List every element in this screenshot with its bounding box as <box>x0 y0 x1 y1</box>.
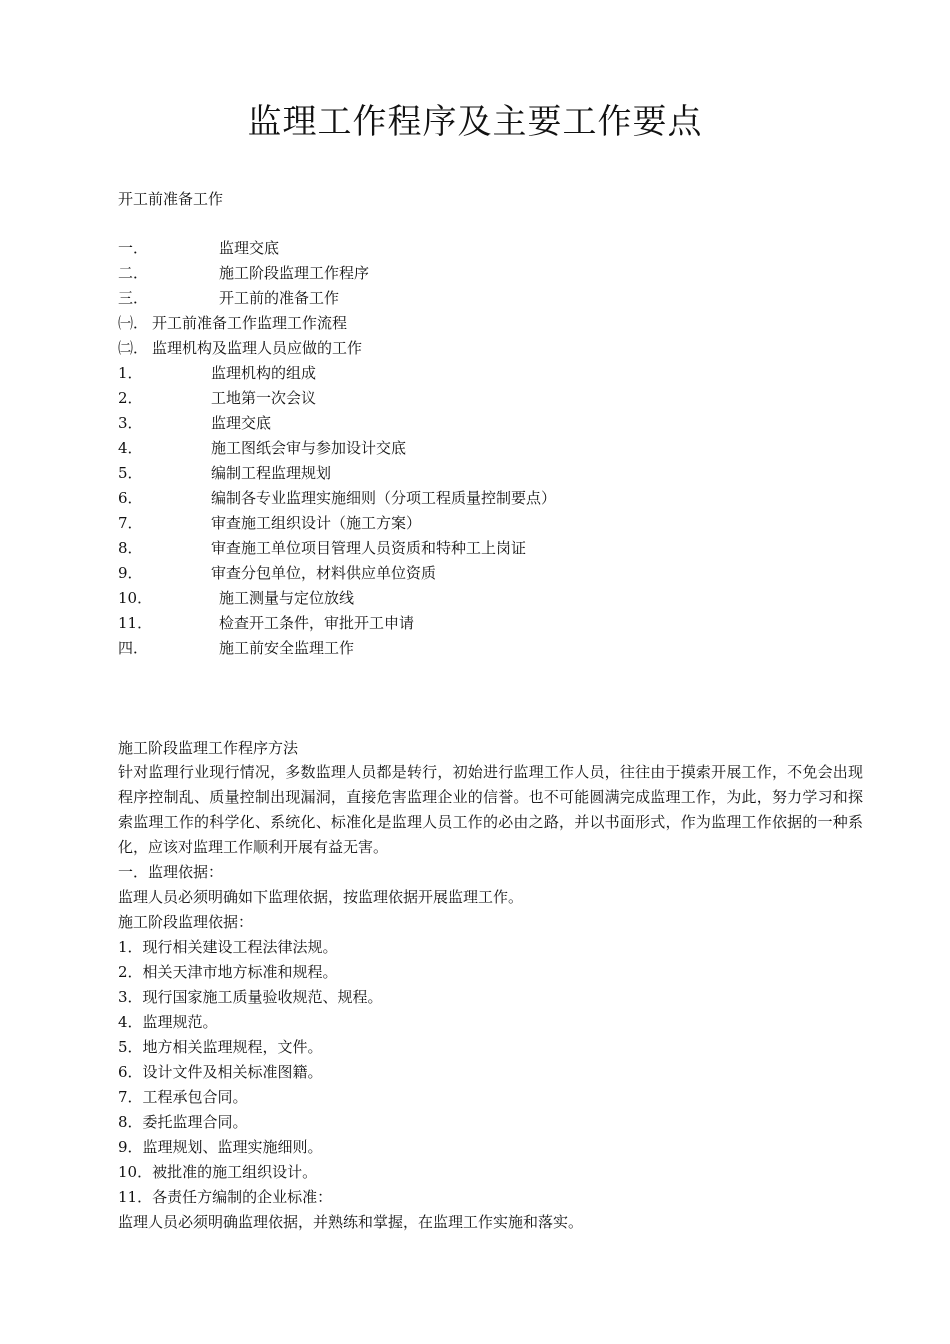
list-item <box>118 487 557 509</box>
list-item <box>118 387 317 409</box>
list-item <box>118 312 348 334</box>
basis-text: 监理人员必须明确如下监理依据，按监理依据开展监理工作。 <box>118 888 524 906</box>
list-item-number: 5． <box>118 464 143 482</box>
list-item-number: 四． <box>118 639 149 657</box>
list-item <box>118 437 407 459</box>
list-item-text: 监理交底 <box>219 239 280 257</box>
basis-list-item: 4．监理规范。 <box>118 1013 218 1031</box>
list-item-number: 二． <box>118 264 149 282</box>
list-item-number: 11． <box>118 614 153 632</box>
list-item-text: 审查施工单位项目管理人员资质和特种工上岗证 <box>211 539 527 557</box>
list-item <box>118 462 332 484</box>
list-item-number: 9． <box>118 564 143 582</box>
basis-heading: 一．监理依据： <box>118 863 224 881</box>
basis-list-item: 8．委托监理合同。 <box>118 1113 248 1131</box>
list-item <box>118 512 422 534</box>
list-item-number: 4． <box>118 439 143 457</box>
list-item <box>118 262 370 284</box>
basis-list-item: 5．地方相关监理规程，文件。 <box>118 1038 323 1056</box>
list-item-text: 监理交底 <box>211 414 272 432</box>
list-item <box>118 337 363 359</box>
list-item-text: 编制各专业监理实施细则（分项工程质量控制要点） <box>211 489 557 507</box>
list-item-text: 审查施工组织设计（施工方案） <box>211 514 422 532</box>
list-item <box>118 237 280 259</box>
basis-list-item: 3．现行国家施工质量验收规范、规程。 <box>118 988 383 1006</box>
intro-paragraph: 针对监理行业现行情况，多数监理人员都是转行，初始进行监理工作人员，往往由于摸索开展工作，不免会出现程序控制乱、质量控制出现漏洞，直接危害监理企业的信誉。也不可能圆满完成监理工作，为此，努力学习和探索监理工作的科学化、系统化、标准化是监理人员工作的必由之路，并以书面形式，作为监理工作依据的一种系化，应该对监理工作顺利开展有益无害。 <box>118 763 863 856</box>
list-item-text: 施工阶段监理工作程序 <box>219 264 370 282</box>
basis-list-item: 10．被批准的施工组织设计。 <box>118 1163 318 1181</box>
list-item-number: 三． <box>118 289 149 307</box>
list-item-number: 6． <box>118 489 143 507</box>
list-item <box>118 587 355 609</box>
list-item-number: 一． <box>118 239 149 257</box>
list-item-text: 工地第一次会议 <box>211 389 317 407</box>
basis-list-item: 7．工程承包合同。 <box>118 1088 248 1106</box>
list-item <box>118 637 355 659</box>
closing-text: 监理人员必须明确监理依据，并熟练和掌握，在监理工作实施和落实。 <box>118 1213 584 1231</box>
list-item-text: 施工前安全监理工作 <box>219 639 355 657</box>
list-item-text: 审查分包单位，材料供应单位资质 <box>211 564 437 582</box>
basis-list-item: 9．监理规划、监理实施细则。 <box>118 1138 323 1156</box>
list-item-number: ㈠． <box>118 314 149 332</box>
list-item-text: 开工前的准备工作 <box>219 289 340 307</box>
list-item-text: 开工前准备工作监理工作流程 <box>152 314 348 332</box>
list-item-number: 2． <box>118 389 143 407</box>
list-item-number: 8． <box>118 539 143 557</box>
list-item <box>118 562 437 584</box>
list-item-text: 编制工程监理规划 <box>211 464 332 482</box>
list-item-number: 1． <box>118 364 143 382</box>
list-item-number: 3． <box>118 414 143 432</box>
list-item <box>118 287 340 309</box>
list-item <box>118 362 317 384</box>
basis-list-item: 2．相关天津市地方标准和规程。 <box>118 963 338 981</box>
list-item-text: 施工图纸会审与参加设计交底 <box>211 439 407 457</box>
basis-list-item: 1．现行相关建设工程法律法规。 <box>118 938 338 956</box>
basis-list-item: 11．各责任方编制的企业标准： <box>118 1188 333 1206</box>
list-item <box>118 612 415 634</box>
list-item-text: 监理机构的组成 <box>211 364 317 382</box>
list-item-text: 监理机构及监理人员应做的工作 <box>152 339 363 357</box>
basis-list-item: 6．设计文件及相关标准图籍。 <box>118 1063 323 1081</box>
list-item-text: 检查开工条件，审批开工申请 <box>219 614 415 632</box>
page-title: 监理工作程序及主要工作要点 <box>247 102 703 142</box>
list-item-text: 施工测量与定位放线 <box>219 589 355 607</box>
list-item-number: 7． <box>118 514 143 532</box>
list-item-number: ㈡． <box>118 339 149 357</box>
section-heading-preparation: 开工前准备工作 <box>118 190 224 208</box>
section-heading-methods: 施工阶段监理工作程序方法 <box>118 739 299 757</box>
list-item <box>118 537 527 559</box>
list-item <box>118 412 272 434</box>
list-item-number: 10． <box>118 589 153 607</box>
construction-basis-heading: 施工阶段监理依据： <box>118 913 254 931</box>
